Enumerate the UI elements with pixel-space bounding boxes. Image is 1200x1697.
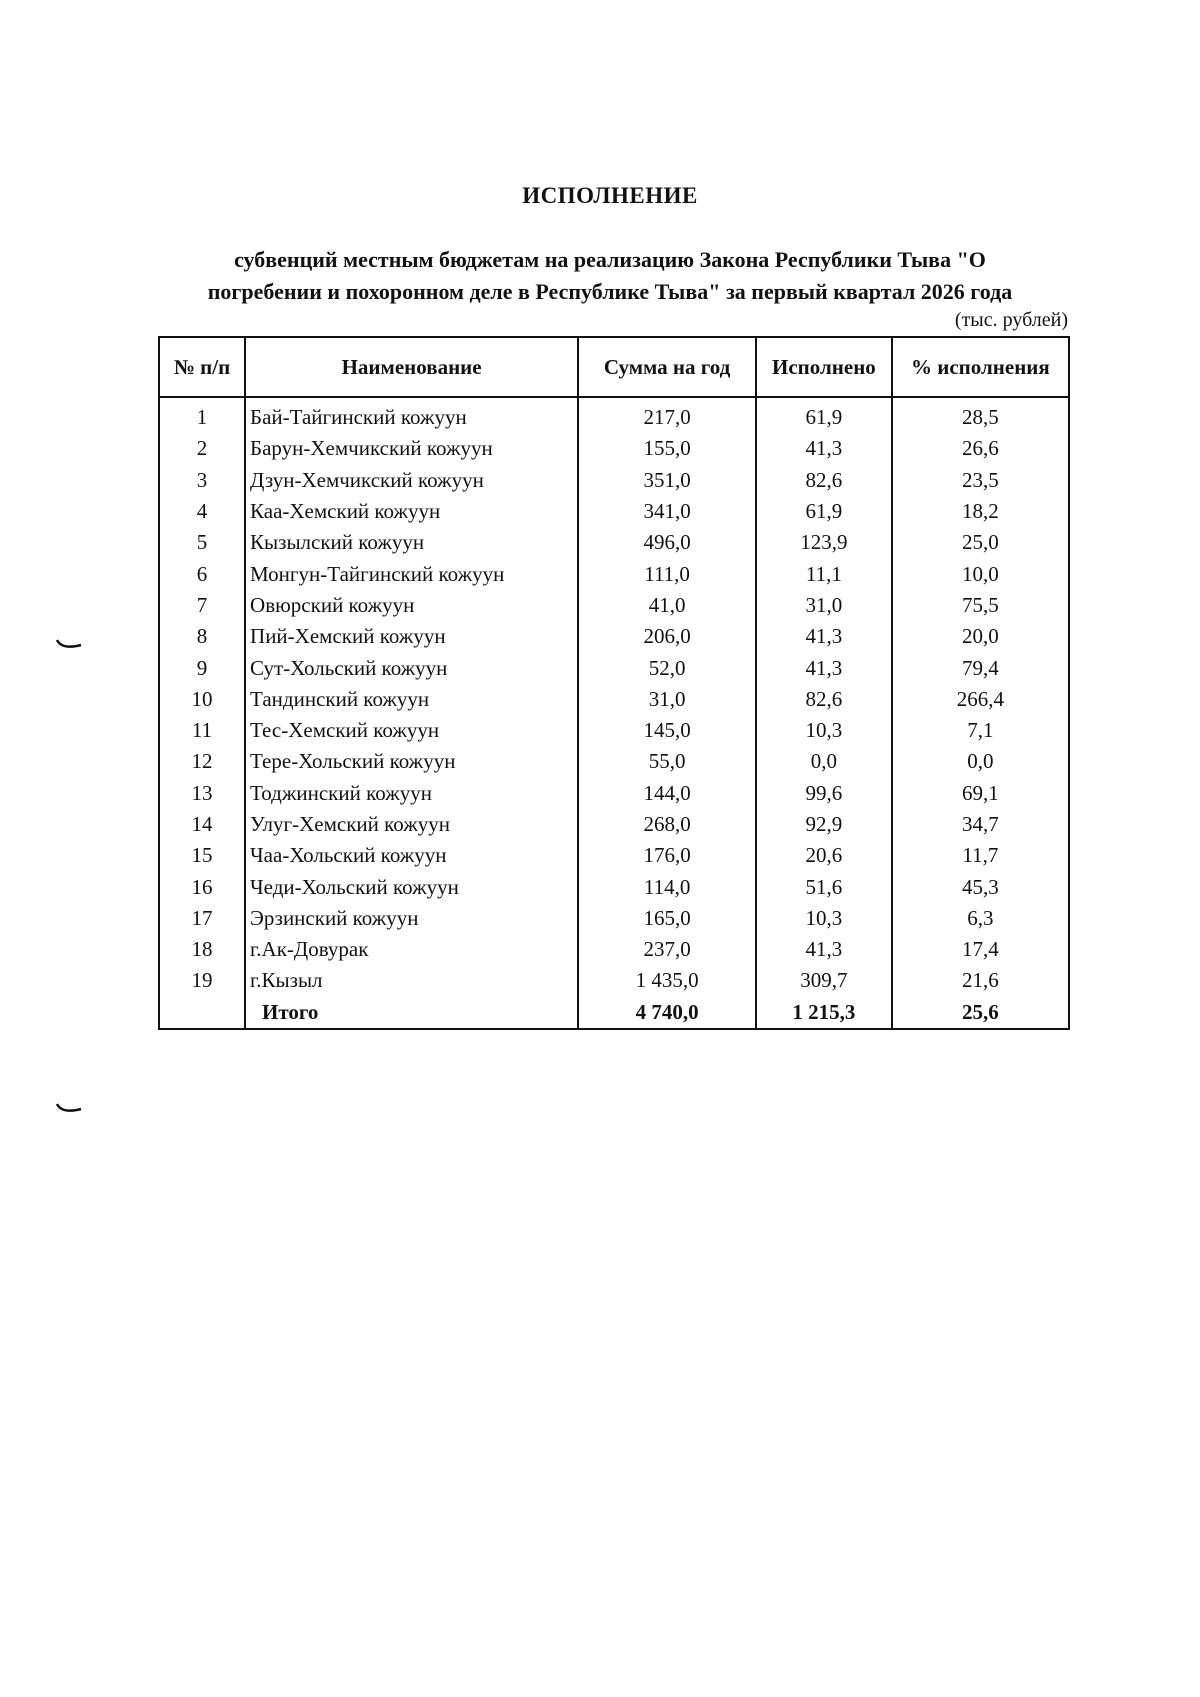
cell-done: 11,1 bbox=[756, 558, 892, 589]
cell-sum: 31,0 bbox=[578, 684, 756, 715]
cell-num: 2 bbox=[159, 433, 245, 464]
cell-done: 41,3 bbox=[756, 934, 892, 965]
cell-pct: 69,1 bbox=[892, 778, 1069, 809]
cell-pct: 28,5 bbox=[892, 397, 1069, 433]
cell-name: Эрзинский кожуун bbox=[245, 903, 578, 934]
document-title: ИСПОЛНЕНИЕ bbox=[522, 183, 698, 208]
cell-num: 7 bbox=[159, 590, 245, 621]
cell-num: 15 bbox=[159, 840, 245, 871]
cell-num: 9 bbox=[159, 652, 245, 683]
cell-sum: 52,0 bbox=[578, 652, 756, 683]
cell-done: 51,6 bbox=[756, 871, 892, 902]
cell-pct: 17,4 bbox=[892, 934, 1069, 965]
cell-done: 61,9 bbox=[756, 397, 892, 433]
cell-done: 92,9 bbox=[756, 809, 892, 840]
cell-num: 4 bbox=[159, 496, 245, 527]
header-sum: Сумма на год bbox=[578, 337, 756, 397]
cell-num: 18 bbox=[159, 934, 245, 965]
table-row bbox=[159, 397, 1069, 433]
total-done: 1 215,3 bbox=[756, 997, 892, 1029]
cell-num: 3 bbox=[159, 465, 245, 496]
cell-name: Чеди-Хольский кожуун bbox=[245, 871, 578, 902]
table-row bbox=[159, 652, 1069, 683]
table-row bbox=[159, 558, 1069, 589]
cell-num: 5 bbox=[159, 527, 245, 558]
total-num-cell bbox=[159, 997, 245, 1029]
cell-sum: 55,0 bbox=[578, 746, 756, 777]
table-row bbox=[159, 934, 1069, 965]
cell-done: 41,3 bbox=[756, 433, 892, 464]
cell-sum: 111,0 bbox=[578, 558, 756, 589]
cell-sum: 268,0 bbox=[578, 809, 756, 840]
table-body bbox=[159, 397, 1069, 1029]
subtitle-line-1: субвенций местным бюджетам на реализацию Закона Республики Тыва "О bbox=[234, 247, 986, 272]
subtitle-line-2: погребении и похоронном деле в Республике Тыва" за первый квартал 2026 года bbox=[207, 279, 1013, 304]
document-subtitle bbox=[150, 244, 1070, 308]
cell-num: 17 bbox=[159, 903, 245, 934]
cell-name: Овюрский кожуун bbox=[245, 590, 578, 621]
total-sum: 4 740,0 bbox=[578, 997, 756, 1029]
cell-num: 14 bbox=[159, 809, 245, 840]
cell-sum: 145,0 bbox=[578, 715, 756, 746]
table-row bbox=[159, 684, 1069, 715]
cell-done: 41,3 bbox=[756, 621, 892, 652]
cell-name: Тандинский кожуун bbox=[245, 684, 578, 715]
cell-name: Кызылский кожуун bbox=[245, 527, 578, 558]
cell-pct: 21,6 bbox=[892, 965, 1069, 996]
cell-done: 41,3 bbox=[756, 652, 892, 683]
cell-name: г.Кызыл bbox=[245, 965, 578, 996]
table-row bbox=[159, 590, 1069, 621]
table-row bbox=[159, 621, 1069, 652]
cell-pct: 26,6 bbox=[892, 433, 1069, 464]
total-row bbox=[159, 997, 1069, 1029]
cell-sum: 144,0 bbox=[578, 778, 756, 809]
cell-done: 0,0 bbox=[756, 746, 892, 777]
table-row bbox=[159, 903, 1069, 934]
cell-pct: 79,4 bbox=[892, 652, 1069, 683]
table-row bbox=[159, 465, 1069, 496]
cell-num: 19 bbox=[159, 965, 245, 996]
cell-sum: 155,0 bbox=[578, 433, 756, 464]
cell-name: Тоджинский кожуун bbox=[245, 778, 578, 809]
cell-done: 309,7 bbox=[756, 965, 892, 996]
cell-num: 16 bbox=[159, 871, 245, 902]
table-row bbox=[159, 809, 1069, 840]
cell-sum: 341,0 bbox=[578, 496, 756, 527]
table-row bbox=[159, 965, 1069, 996]
cell-num: 13 bbox=[159, 778, 245, 809]
table-row bbox=[159, 871, 1069, 902]
cell-pct: 6,3 bbox=[892, 903, 1069, 934]
cell-name: Монгун-Тайгинский кожуун bbox=[245, 558, 578, 589]
cell-done: 82,6 bbox=[756, 465, 892, 496]
cell-done: 20,6 bbox=[756, 840, 892, 871]
cell-pct: 75,5 bbox=[892, 590, 1069, 621]
units-note: (тыс. рублей) bbox=[954, 309, 1068, 331]
total-pct: 25,6 bbox=[892, 997, 1069, 1029]
execution-table bbox=[158, 336, 1070, 1030]
cell-sum: 1 435,0 bbox=[578, 965, 756, 996]
cell-name: Чаа-Хольский кожуун bbox=[245, 840, 578, 871]
cell-done: 31,0 bbox=[756, 590, 892, 621]
cell-name: Дзун-Хемчикский кожуун bbox=[245, 465, 578, 496]
cell-name: г.Ак-Довурак bbox=[245, 934, 578, 965]
cell-sum: 217,0 bbox=[578, 397, 756, 433]
cell-num: 11 bbox=[159, 715, 245, 746]
total-label: Итого bbox=[245, 997, 578, 1029]
cell-sum: 41,0 bbox=[578, 590, 756, 621]
cell-done: 61,9 bbox=[756, 496, 892, 527]
cell-pct: 266,4 bbox=[892, 684, 1069, 715]
cell-sum: 496,0 bbox=[578, 527, 756, 558]
cell-sum: 237,0 bbox=[578, 934, 756, 965]
cell-pct: 34,7 bbox=[892, 809, 1069, 840]
cell-pct: 11,7 bbox=[892, 840, 1069, 871]
cell-pct: 23,5 bbox=[892, 465, 1069, 496]
cell-pct: 7,1 bbox=[892, 715, 1069, 746]
cell-sum: 165,0 bbox=[578, 903, 756, 934]
cell-num: 6 bbox=[159, 558, 245, 589]
table-row bbox=[159, 778, 1069, 809]
cell-sum: 206,0 bbox=[578, 621, 756, 652]
cell-name: Барун-Хемчикский кожуун bbox=[245, 433, 578, 464]
cell-pct: 10,0 bbox=[892, 558, 1069, 589]
cell-num: 12 bbox=[159, 746, 245, 777]
cell-sum: 351,0 bbox=[578, 465, 756, 496]
cell-num: 1 bbox=[159, 397, 245, 433]
cell-name: Тере-Хольский кожуун bbox=[245, 746, 578, 777]
table-header-row bbox=[159, 337, 1069, 397]
header-done: Исполнено bbox=[756, 337, 892, 397]
table-row bbox=[159, 715, 1069, 746]
cell-done: 123,9 bbox=[756, 527, 892, 558]
cell-done: 10,3 bbox=[756, 903, 892, 934]
cell-num: 10 bbox=[159, 684, 245, 715]
table-row bbox=[159, 527, 1069, 558]
cell-sum: 114,0 bbox=[578, 871, 756, 902]
cell-num: 8 bbox=[159, 621, 245, 652]
cell-pct: 18,2 bbox=[892, 496, 1069, 527]
cell-done: 99,6 bbox=[756, 778, 892, 809]
cell-name: Бай-Тайгинский кожуун bbox=[245, 397, 578, 433]
cell-sum: 176,0 bbox=[578, 840, 756, 871]
cell-done: 82,6 bbox=[756, 684, 892, 715]
cell-pct: 20,0 bbox=[892, 621, 1069, 652]
cell-pct: 45,3 bbox=[892, 871, 1069, 902]
cell-pct: 0,0 bbox=[892, 746, 1069, 777]
header-pct: % исполнения bbox=[892, 337, 1069, 397]
cell-done: 10,3 bbox=[756, 715, 892, 746]
cell-name: Пий-Хемский кожуун bbox=[245, 621, 578, 652]
cell-name: Улуг-Хемский кожуун bbox=[245, 809, 578, 840]
cell-name: Каа-Хемский кожуун bbox=[245, 496, 578, 527]
table-row bbox=[159, 496, 1069, 527]
table-row bbox=[159, 746, 1069, 777]
header-num: № п/п bbox=[159, 337, 245, 397]
scan-mark-2 bbox=[56, 1102, 82, 1116]
cell-pct: 25,0 bbox=[892, 527, 1069, 558]
cell-name: Тес-Хемский кожуун bbox=[245, 715, 578, 746]
header-name: Наименование bbox=[245, 337, 578, 397]
scan-mark-1 bbox=[56, 638, 82, 652]
cell-name: Сут-Хольский кожуун bbox=[245, 652, 578, 683]
table-row bbox=[159, 433, 1069, 464]
table-row bbox=[159, 840, 1069, 871]
